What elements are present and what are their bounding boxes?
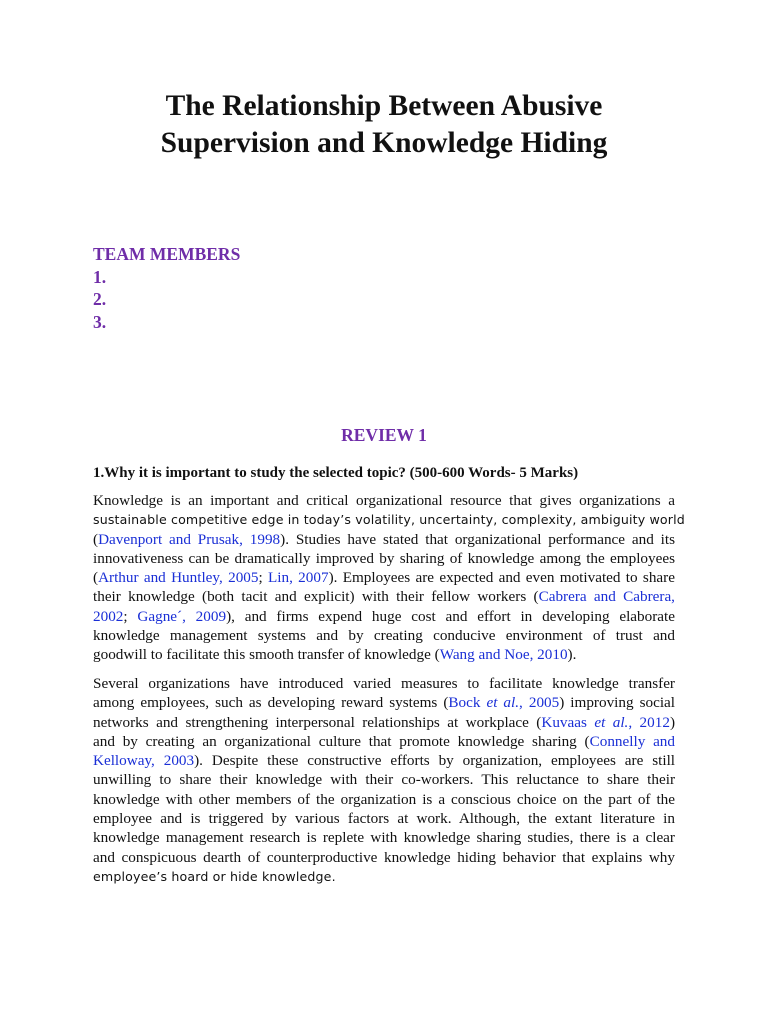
paragraph-1 (93, 491, 685, 665)
team-member-number-3: 3. (93, 311, 107, 332)
text-run: ). Despite these constructive efforts by organization, employees are still (194, 752, 676, 770)
text-run: ). (567, 646, 577, 664)
text-run: ; (123, 607, 138, 625)
text-run: goodwill to facilitate this smooth transfer of knowledge ( (93, 646, 440, 664)
paragraph-line (93, 645, 675, 664)
team-members-section (93, 243, 240, 333)
citation-year: , 2005 (519, 694, 560, 712)
citation-link[interactable] (448, 694, 559, 711)
citation-link[interactable]: Lin, 2007 (268, 569, 329, 587)
text-run: networks and strengthening interpersonal relationships at workplace ( (93, 713, 542, 731)
citation-link[interactable]: Arthur and Huntley, 2005 (98, 569, 259, 587)
citation-author: Kuvaas (541, 713, 595, 731)
paragraph-line (93, 607, 675, 626)
citation-author: Bock (448, 694, 487, 712)
paragraph-line (93, 751, 675, 770)
question-heading: 1.Why it is important to study the selected topic? (500-600 Words- 5 Marks) (93, 465, 579, 481)
paragraph-line: employee and is triggered by various factors at work. Although, the extant literature in (93, 810, 675, 828)
paragraph-line: employee’s hoard or hide knowledge. (93, 868, 336, 884)
paragraph-line: knowledge management systems and by creating conducive environment of trust and (93, 627, 675, 645)
paragraph-line: Knowledge is an important and critical organizational resource that gives organizations a (93, 492, 675, 509)
paragraph-line: Several organizations have introduced varied measures to facilitate knowledge transfer (93, 675, 675, 692)
citation-link[interactable]: Kelloway, 2003 (93, 752, 195, 770)
paragraph-line (93, 693, 675, 712)
paragraph-line (93, 732, 675, 751)
paragraph-2 (93, 674, 675, 886)
citation-link[interactable]: 2002 (93, 607, 124, 625)
text-run: ( (93, 530, 99, 548)
review-heading: REVIEW 1 (341, 425, 427, 445)
citation-link[interactable]: Davenport and Prusak, 1998 (98, 530, 281, 548)
citation-link[interactable]: Connelly and (589, 732, 675, 750)
text-run: their knowledge (both tacit and explicit) with their fellow workers ( (93, 588, 539, 606)
text-run: ; (258, 569, 268, 587)
paragraph-line: knowledge with other members of the organization is a conscious choice on the part of the (93, 790, 675, 808)
text-run: ) (669, 713, 675, 731)
team-member-number-2: 2. (93, 289, 107, 309)
text-run: ( (93, 569, 99, 587)
citation-year: , 2012 (628, 713, 670, 731)
title-line-1: The Relationship Between Abusive (165, 90, 603, 122)
team-member-number-1: 1. (93, 266, 107, 287)
citation-link[interactable]: Cabrera and Cabrera, (538, 588, 675, 606)
paragraph-line (93, 587, 675, 606)
text-run: ) improving social (559, 694, 676, 712)
paragraph-line (93, 713, 675, 732)
paragraph-line: unwilling to share their knowledge with their co-workers. This reluctance to share their (93, 771, 675, 789)
text-run: ). Employees are expected and even motivated to share (328, 569, 675, 587)
paragraph-line: sustainable competitive edge in today’s volatility, uncertainty, complexity, ambiguity world (93, 512, 685, 528)
paragraph-line (93, 530, 675, 549)
document-title (0, 88, 768, 162)
team-members-heading: TEAM MEMBERS (93, 244, 241, 264)
paragraph-line: innovativeness can be dramatically improved by sharing of knowledge among the employees (93, 549, 675, 567)
title-line-2: Supervision and Knowledge Hiding (160, 127, 608, 159)
citation-link[interactable]: Wang and Noe, 2010 (439, 646, 568, 664)
text-run: among employees, such as developing reward systems ( (93, 694, 449, 712)
text-run: and by creating an organizational culture that promote knowledge sharing ( (93, 732, 590, 750)
citation-link[interactable] (541, 714, 670, 731)
paragraph-line: knowledge management research is replete with knowledge sharing studies, there is a clear (93, 829, 675, 847)
text-run: ), and firms expend huge cost and effort in developing elaborate (226, 607, 675, 625)
citation-link[interactable]: Gagne´, 2009 (137, 607, 227, 625)
paragraph-line: and conspicuous dearth of counterproductive knowledge hiding behavior that explains why (93, 848, 675, 866)
citation-etal: et al. (594, 713, 629, 731)
text-run: ). Studies have stated that organizational performance and its (280, 530, 675, 548)
paragraph-line (93, 568, 675, 587)
citation-etal: et al. (486, 694, 520, 712)
